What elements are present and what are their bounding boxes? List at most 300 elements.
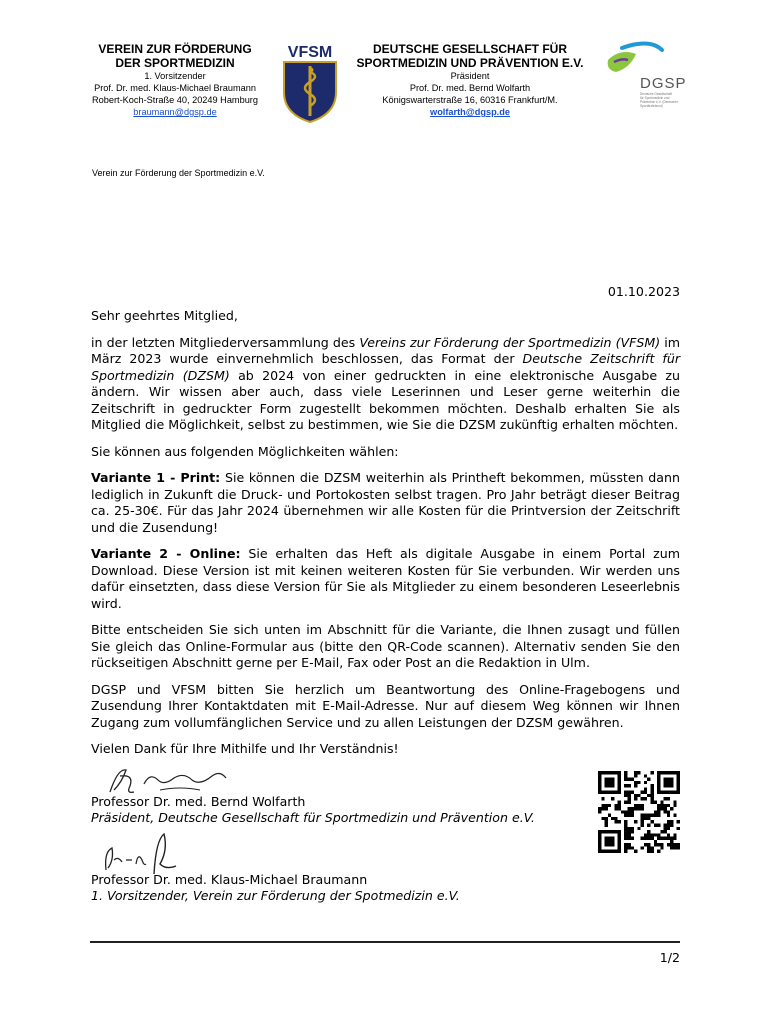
qr-module — [650, 791, 653, 794]
qr-module — [667, 843, 670, 846]
qr-module — [618, 843, 621, 846]
footer-divider — [90, 941, 680, 943]
qr-module — [601, 850, 604, 853]
qr-module — [608, 837, 611, 840]
qr-module — [618, 801, 621, 804]
qr-module — [605, 804, 608, 807]
qr-module — [598, 810, 601, 813]
qr-module — [628, 830, 631, 833]
qr-module — [670, 784, 673, 787]
qr-module — [637, 807, 640, 810]
qr-module — [667, 827, 670, 830]
qr-module — [618, 833, 621, 836]
qr-module — [647, 817, 650, 820]
qr-module — [641, 823, 644, 826]
qr-module — [650, 801, 653, 804]
qr-module — [605, 771, 608, 774]
qr-module — [664, 797, 667, 800]
qr-module — [634, 850, 637, 853]
qr-module — [667, 781, 670, 784]
qr-module — [667, 771, 670, 774]
qr-module — [631, 778, 634, 781]
qr-module — [673, 771, 676, 774]
qr-module — [634, 781, 637, 784]
qr-module — [664, 827, 667, 830]
dgsp-title-line2: SPORTMEDIZIN UND PRÄVENTION E.V. — [356, 56, 584, 70]
qr-module — [628, 784, 631, 787]
qr-module — [660, 801, 663, 804]
qr-module — [667, 823, 670, 826]
qr-module — [670, 843, 673, 846]
svg-text:Prävention e.V. (Deutscher: Prävention e.V. (Deutscher — [640, 100, 678, 104]
qr-module — [634, 784, 637, 787]
qr-module — [677, 820, 680, 823]
qr-module — [618, 774, 621, 777]
qr-module — [598, 840, 601, 843]
qr-module — [660, 837, 663, 840]
qr-module — [634, 797, 637, 800]
qr-module — [631, 814, 634, 817]
qr-module — [677, 787, 680, 790]
dgsp-email-link[interactable]: wolfarth@dgsp.de — [430, 107, 510, 117]
qr-module — [624, 823, 627, 826]
qr-module — [628, 833, 631, 836]
qr-module — [618, 771, 621, 774]
qr-module — [631, 830, 634, 833]
qr-module — [664, 810, 667, 813]
qr-module — [628, 778, 631, 781]
qr-module — [634, 807, 637, 810]
qr-module — [621, 810, 624, 813]
qr-module — [654, 843, 657, 846]
qr-module — [644, 837, 647, 840]
qr-module — [677, 778, 680, 781]
qr-module — [611, 781, 614, 784]
qr-module — [618, 784, 621, 787]
qr-module — [624, 843, 627, 846]
signatory-2-name: Professor Dr. med. Klaus-Michael Braumann — [91, 872, 368, 887]
qr-module — [618, 837, 621, 840]
qr-module — [614, 771, 617, 774]
qr-module — [650, 820, 653, 823]
qr-module — [605, 830, 608, 833]
qr-module — [670, 778, 673, 781]
dgsp-address: Königswarterstraße 16, 60316 Frankfurt/M. — [382, 95, 558, 105]
qr-module — [608, 791, 611, 794]
qr-module — [608, 830, 611, 833]
qr-module — [657, 810, 660, 813]
vfsm-role: 1. Vorsitzender — [144, 71, 206, 81]
qr-module — [641, 817, 644, 820]
qr-module — [598, 787, 601, 790]
qr-module — [657, 850, 660, 853]
qr-module — [670, 807, 673, 810]
qr-module — [677, 791, 680, 794]
paragraph-decide: Bitte entscheiden Sie sich unten im Abschnitt für die Variante, die Ihnen zusagt und füllen Sie gleich das Online-Formular aus (bitte den QR-Code scannen). Alternativ senden Sie den rückseitigen Abschnitt gerne per E-Mail, Fax oder Post an die Redaktion in Ulm. — [91, 622, 680, 670]
qr-module — [650, 787, 653, 790]
qr-module — [650, 784, 653, 787]
qr-module — [670, 781, 673, 784]
signatory-2-title: 1. Vorsitzender, Verein zur Förderung der Spotmedizin e.V. — [91, 888, 460, 903]
qr-module — [673, 846, 676, 849]
qr-module — [624, 810, 627, 813]
sender-line: Verein zur Förderung der Sportmedizin e.V. — [92, 168, 265, 178]
qr-module — [608, 778, 611, 781]
qr-module — [624, 827, 627, 830]
qr-module — [605, 784, 608, 787]
qr-module — [667, 778, 670, 781]
vfsm-chair-name: Prof. Dr. med. Klaus-Michael Braumann — [94, 83, 256, 93]
qr-module — [618, 830, 621, 833]
variant-1-label: Variante 1 - Print: — [91, 470, 221, 485]
qr-module — [631, 846, 634, 849]
qr-module — [631, 791, 634, 794]
qr-module — [647, 778, 650, 781]
qr-module — [657, 833, 660, 836]
qr-module — [673, 791, 676, 794]
qr-module — [657, 804, 660, 807]
qr-module — [614, 820, 617, 823]
qr-module — [677, 846, 680, 849]
qr-module — [644, 843, 647, 846]
qr-module — [618, 778, 621, 781]
qr-module — [608, 814, 611, 817]
qr-module — [667, 784, 670, 787]
paragraph-intro: in der letzten Mitgliederversammlung des Vereins zur Förderung der Sportmedizin (VFSM) im März 2023 wurde einvernehmlich beschlossen, das Format der Deutsche Zeitschrift für Sportmedizin (DZSM) ab 2024 von einer gedruckten in eine elektronische Ausgabe zu ändern. Wir wissen aber auch, dass viele Leserinnen und Leser gerne weiterhin die Zeitschrift in gedruckter Form zugestellt bekommen möchten. Deshalb erhalten Sie als Mitglied die Möglichkeit, selbst zu bestimmen, wie Sie die DZSM zukünftig erhalten möchten. — [91, 334, 681, 432]
qr-module — [657, 771, 660, 774]
qr-module — [628, 807, 631, 810]
qr-module — [667, 791, 670, 794]
qr-module — [598, 774, 601, 777]
qr-module — [667, 837, 670, 840]
qr-module — [660, 804, 663, 807]
qr-module — [598, 781, 601, 784]
qr-module — [618, 781, 621, 784]
dgsp-logo-text: DGSP — [640, 75, 687, 92]
qr-module — [628, 797, 631, 800]
qr-module — [611, 778, 614, 781]
vfsm-title-line2: DER SPORTMEDIZIN — [115, 56, 235, 70]
qr-module — [605, 791, 608, 794]
qr-module — [664, 807, 667, 810]
qr-module — [628, 827, 631, 830]
qr-module — [637, 827, 640, 830]
qr-module — [624, 814, 627, 817]
qr-module — [667, 820, 670, 823]
qr-module — [641, 814, 644, 817]
qr-module — [624, 771, 627, 774]
qr-module — [605, 823, 608, 826]
header-left-block — [70, 42, 280, 118]
qr-module — [614, 791, 617, 794]
qr-module — [667, 814, 670, 817]
qr-module — [624, 820, 627, 823]
qr-module — [618, 840, 621, 843]
qr-module — [654, 810, 657, 813]
qr-module — [614, 817, 617, 820]
qr-module — [647, 823, 650, 826]
qr-module — [657, 778, 660, 781]
qr-module — [647, 814, 650, 817]
qr-module — [657, 814, 660, 817]
qr-module — [611, 830, 614, 833]
qr-module — [618, 846, 621, 849]
paragraph-survey: DGSP und VFSM bitten Sie herzlich um Beantwortung des Online-Fragebogens und Zusendung Ihrer Kontaktdaten mit E-Mail-Adresse. Nur auf diesem Weg können wir Ihnen Zugang zum vollumfänglichen Service und zu allen Leistungen der DZSM gewähren. — [91, 681, 680, 730]
qr-module — [605, 840, 608, 843]
qr-module — [670, 823, 673, 826]
qr-module — [634, 774, 637, 777]
qr-module — [624, 784, 627, 787]
qr-module — [634, 820, 637, 823]
qr-module — [664, 771, 667, 774]
qr-module — [628, 791, 631, 794]
qr-module — [624, 794, 627, 797]
qr-module — [677, 827, 680, 830]
dgsp-logo — [600, 38, 700, 118]
qr-module — [657, 781, 660, 784]
qr-module — [641, 807, 644, 810]
vfsm-address: Robert-Koch-Straße 40, 20249 Hamburg — [92, 95, 258, 105]
qr-module — [598, 850, 601, 853]
qr-module — [644, 774, 647, 777]
qr-module — [664, 784, 667, 787]
qr-module — [618, 850, 621, 853]
qr-module — [608, 850, 611, 853]
qr-module — [631, 807, 634, 810]
qr-module — [624, 774, 627, 777]
qr-module — [654, 823, 657, 826]
qr-module — [654, 840, 657, 843]
qr-module — [618, 787, 621, 790]
qr-module — [677, 784, 680, 787]
letter-date: 01.10.2023 — [607, 284, 680, 299]
qr-module — [618, 820, 621, 823]
qr-module — [650, 814, 653, 817]
qr-module — [644, 791, 647, 794]
qr-module — [631, 827, 634, 830]
qr-module — [657, 837, 660, 840]
qr-module — [628, 837, 631, 840]
qr-module — [611, 850, 614, 853]
qr-module — [608, 840, 611, 843]
qr-module — [608, 771, 611, 774]
qr-module — [601, 830, 604, 833]
qr-module — [614, 804, 617, 807]
qr-module — [660, 791, 663, 794]
signatory-1-title: Präsident, Deutsche Gesellschaft für Sportmedizin und Prävention e.V. — [91, 810, 535, 825]
svg-text:Deutsche Gesellschaft: Deutsche Gesellschaft — [640, 92, 672, 96]
thanks-line: Vielen Dank für Ihre Mithilfe und Ihr Verständnis! — [91, 741, 399, 756]
qr-module — [664, 823, 667, 826]
qr-module — [631, 837, 634, 840]
qr-module — [605, 817, 608, 820]
qr-module — [611, 837, 614, 840]
qr-module — [601, 804, 604, 807]
qr-module — [647, 794, 650, 797]
qr-module — [647, 843, 650, 846]
qr-module — [657, 807, 660, 810]
qr-module — [664, 804, 667, 807]
qr-module — [660, 830, 663, 833]
qr-module — [608, 784, 611, 787]
qr-module — [657, 791, 660, 794]
qr-module — [654, 814, 657, 817]
qr-module — [641, 820, 644, 823]
qr-module — [650, 797, 653, 800]
qr-module — [624, 837, 627, 840]
qr-module — [647, 833, 650, 836]
qr-module — [598, 807, 601, 810]
variant-2-paragraph: Variante 2 - Online: Sie erhalten das Heft als digitale Ausgabe in einem Portal zum Download. Diese Version ist mit keinen weiteren Kosten für Sie verbunden. Wir werden uns dafür einsetzten, dass diese Version für Sie als Mitglieder zu einem besonderen Leseerlebnis wird. — [91, 546, 680, 611]
qr-module — [644, 814, 647, 817]
qr-module — [670, 846, 673, 849]
qr-module — [598, 771, 601, 774]
qr-module — [673, 833, 676, 836]
qr-module — [664, 830, 667, 833]
qr-module — [624, 778, 627, 781]
qr-module — [673, 801, 676, 804]
qr-module — [641, 791, 644, 794]
letter-body — [91, 308, 680, 758]
qr-module — [634, 804, 637, 807]
signature-braumann — [96, 830, 196, 876]
qr-module — [624, 801, 627, 804]
qr-module — [670, 840, 673, 843]
dgsp-president-name: Prof. Dr. med. Bernd Wolfarth — [409, 83, 531, 93]
qr-module — [657, 784, 660, 787]
qr-module — [660, 843, 663, 846]
dgsp-title-line1: DEUTSCHE GESELLSCHAFT FÜR — [372, 42, 567, 56]
qr-module — [608, 781, 611, 784]
qr-module — [644, 787, 647, 790]
qr-module — [641, 804, 644, 807]
qr-module — [611, 797, 614, 800]
qr-module — [677, 771, 680, 774]
qr-module — [673, 843, 676, 846]
variant-1-paragraph: Variante 1 - Print: Sie können die DZSM weiterhin als Printheft bekommen, müssten dann lediglich in Zukunft die Druck- und Portokosten selbst tragen. Pro Jahr beträgt dieser Beitrag ca. 25-30€. Für das Jahr 2024 übernehmen wir alle Kosten für die Printversion der Zeitschrift und die Zusendung! — [91, 470, 680, 535]
qr-module — [624, 830, 627, 833]
qr-module — [677, 843, 680, 846]
qr-module — [634, 771, 637, 774]
qr-module — [614, 850, 617, 853]
qr-module — [654, 801, 657, 804]
qr-module — [673, 804, 676, 807]
qr-module — [628, 814, 631, 817]
vfsm-logo-text: VFSM — [287, 44, 333, 61]
variant-2-label: Variante 2 - Online: — [91, 546, 241, 561]
options-intro: Sie können aus folgenden Möglichkeiten wählen: — [91, 443, 399, 459]
qr-module — [605, 850, 608, 853]
dgsp-role: Präsident — [450, 71, 490, 81]
qr-module — [670, 791, 673, 794]
qr-module — [641, 797, 644, 800]
qr-module — [657, 823, 660, 826]
qr-module — [670, 771, 673, 774]
qr-module — [650, 837, 653, 840]
qr-module — [598, 778, 601, 781]
qr-module — [667, 833, 670, 836]
qr-module — [664, 791, 667, 794]
qr-module — [611, 784, 614, 787]
qr-module — [624, 791, 627, 794]
qr-module — [637, 794, 640, 797]
qr-module — [601, 817, 604, 820]
qr-module — [637, 771, 640, 774]
qr-module — [641, 837, 644, 840]
qr-module — [598, 833, 601, 836]
qr-module — [605, 837, 608, 840]
qr-module — [611, 771, 614, 774]
qr-module — [611, 817, 614, 820]
qr-module — [644, 817, 647, 820]
qr-module — [605, 781, 608, 784]
qr-module — [657, 787, 660, 790]
qr-module — [650, 794, 653, 797]
qr-module — [670, 837, 673, 840]
signatory-1-name: Professor Dr. med. Bernd Wolfarth — [91, 794, 306, 809]
qr-module — [601, 791, 604, 794]
qr-module — [673, 837, 676, 840]
qr-module — [598, 837, 601, 840]
qr-module — [647, 846, 650, 849]
qr-module — [598, 843, 601, 846]
qr-module — [605, 843, 608, 846]
qr-module — [664, 837, 667, 840]
qr-module — [618, 807, 621, 810]
qr-module — [670, 820, 673, 823]
qr-module — [628, 810, 631, 813]
qr-module — [624, 850, 627, 853]
salutation: Sehr geehrtes Mitglied, — [91, 308, 238, 323]
qr-module — [624, 846, 627, 849]
qr-module — [598, 791, 601, 794]
qr-module — [677, 774, 680, 777]
qr-module — [608, 804, 611, 807]
qr-module — [667, 797, 670, 800]
vfsm-email-link[interactable]: braumann@dgsp.de — [133, 107, 217, 117]
qr-module — [667, 804, 670, 807]
qr-module — [650, 771, 653, 774]
qr-module — [677, 781, 680, 784]
qr-module — [601, 797, 604, 800]
qr-module — [647, 830, 650, 833]
qr-module — [657, 774, 660, 777]
qr-module — [611, 791, 614, 794]
qr-module — [618, 791, 621, 794]
qr-module — [624, 833, 627, 836]
qr-module — [618, 804, 621, 807]
svg-text:Sportärztebund): Sportärztebund) — [640, 104, 663, 108]
qr-module — [637, 804, 640, 807]
qr-module — [608, 843, 611, 846]
qr-module — [614, 830, 617, 833]
qr-module — [631, 810, 634, 813]
qr-module — [611, 840, 614, 843]
qr-module — [644, 833, 647, 836]
qr-module — [601, 807, 604, 810]
header-right-block — [342, 42, 598, 118]
qr-module — [598, 784, 601, 787]
qr-module — [598, 846, 601, 849]
qr-module — [614, 807, 617, 810]
qr-module — [667, 810, 670, 813]
qr-module — [660, 807, 663, 810]
svg-text:für Sportmedizin und: für Sportmedizin und — [640, 96, 670, 100]
qr-code[interactable] — [598, 771, 680, 853]
vfsm-title-line1: VEREIN ZUR FÖRDERUNG — [98, 42, 252, 56]
qr-module — [664, 781, 667, 784]
qr-module — [598, 830, 601, 833]
